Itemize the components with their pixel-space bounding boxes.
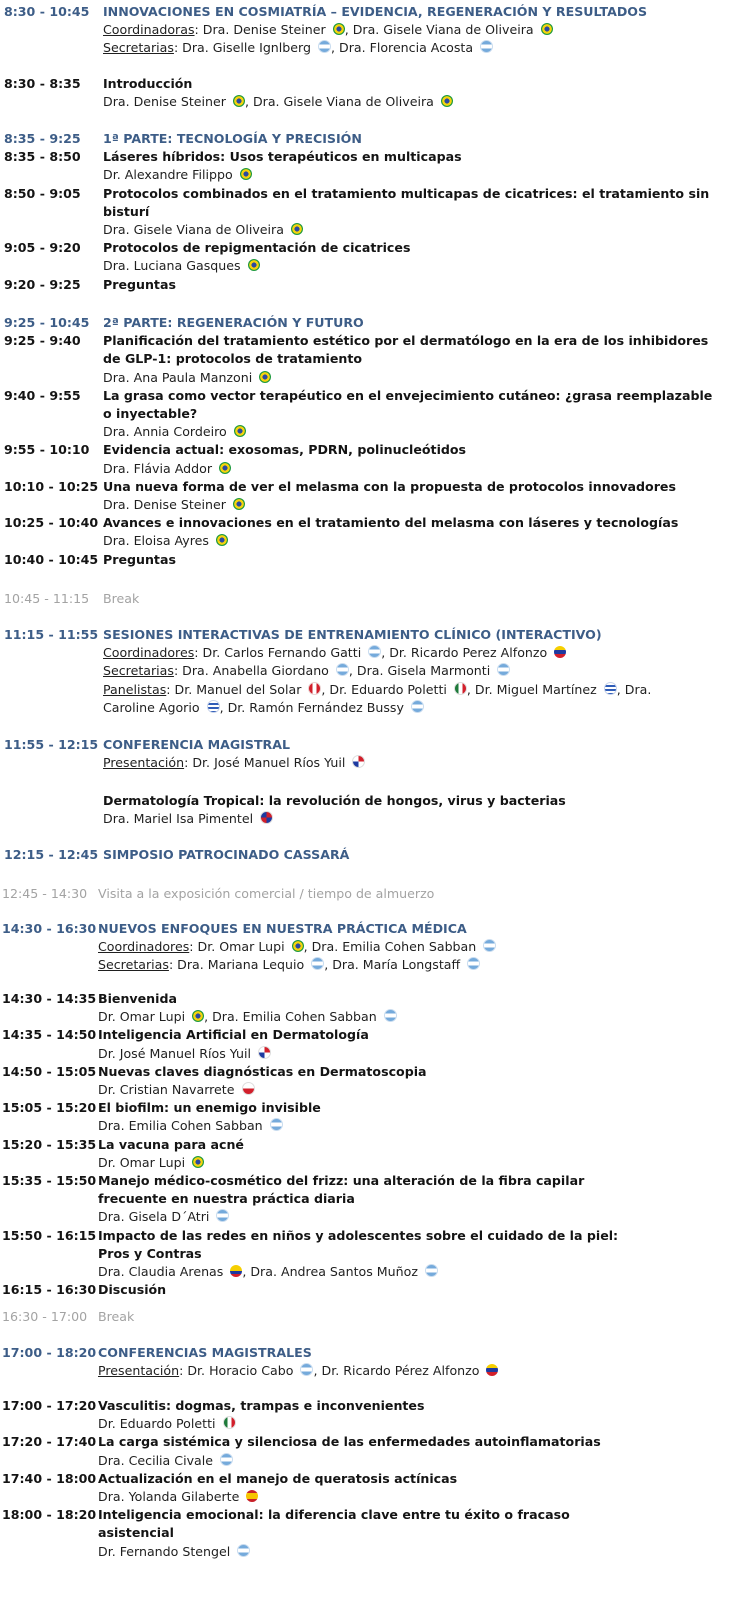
- speaker-line: [103, 166, 252, 184]
- text-segment: SIMPOSIO PATROCINADO CASSARÁ: [103, 847, 350, 862]
- role-label: Secretarias: [98, 957, 169, 972]
- text-segment: Manejo médico-cosmético del frizz: una alteración de la fibra capilar: [98, 1173, 585, 1188]
- flag-br-icon: [233, 498, 245, 510]
- talk-title: [103, 551, 176, 569]
- role-label: Secretarias: [103, 663, 174, 678]
- time-slot: 10:25 - 10:40: [4, 515, 99, 530]
- flag-br-icon: [234, 425, 246, 437]
- talk-title: [103, 332, 708, 350]
- speaker-line: [103, 221, 303, 239]
- text-segment: Pros y Contras: [98, 1246, 202, 1261]
- break-label: [98, 1308, 134, 1326]
- role-label: Coordinadores: [98, 939, 190, 954]
- text-segment: Vasculitis: dogmas, trampas e inconvenientes: [98, 1398, 425, 1413]
- flag-br-icon: [192, 1156, 204, 1168]
- flag-br-icon: [192, 1010, 204, 1022]
- time-slot: 15:50 - 16:15: [2, 1228, 97, 1243]
- speaker-line: [98, 1045, 271, 1063]
- talk-title: [103, 276, 176, 294]
- flag-br-icon: [233, 95, 245, 107]
- talk-title: [103, 75, 192, 93]
- text-segment: 2ª PARTE: REGENERACIÓN Y FUTURO: [103, 315, 364, 330]
- time-slot: 10:10 - 10:25: [4, 479, 99, 494]
- talk-title: [98, 990, 177, 1008]
- flag-ve-icon: [554, 646, 566, 658]
- time-slot: 12:45 - 14:30: [2, 886, 88, 901]
- text-segment: : Dr. Horacio Cabo: [179, 1363, 298, 1378]
- text-segment: Dra. Mariel Isa Pimentel: [103, 811, 258, 826]
- speaker-line: [103, 257, 260, 275]
- text-segment: CONFERENCIAS MAGISTRALES: [98, 1345, 312, 1360]
- flag-ar-icon: [411, 700, 424, 713]
- text-segment: Dra. Ana Paula Manzoni: [103, 370, 257, 385]
- flag-ve-icon: [486, 1364, 498, 1376]
- talk-title: [103, 350, 362, 368]
- speaker-line: [98, 1008, 397, 1026]
- text-segment: Dra. Denise Steiner: [103, 497, 230, 512]
- speaker-line: [103, 369, 271, 387]
- speaker-line: [103, 423, 246, 441]
- text-segment: Caroline Agorio: [103, 700, 204, 715]
- flag-ar-icon: [480, 40, 493, 53]
- text-segment: La grasa como vector terapéutico en el envejecimiento cutáneo: ¿grasa reemplazable: [103, 388, 713, 403]
- text-segment: Inteligencia Artificial en Dermatología: [98, 1027, 369, 1042]
- talk-title: [98, 1433, 601, 1451]
- flag-do-icon: [260, 811, 273, 824]
- session-title: [98, 1344, 312, 1362]
- text-segment: Impacto de las redes en niños y adolescentes sobre el cuidado de la piel:: [98, 1228, 619, 1243]
- time-slot: 8:35 - 8:50: [4, 149, 81, 164]
- speaker-line: [103, 39, 493, 57]
- role-label: Coordinadores: [103, 645, 195, 660]
- speaker-line: [98, 1208, 229, 1226]
- text-segment: Break: [98, 1309, 135, 1324]
- text-segment: La carga sistémica y silenciosa de las enfermedades autoinflamatorias: [98, 1434, 601, 1449]
- text-segment: Dr. Cristian Navarrete: [98, 1082, 239, 1097]
- text-segment: Dra. Yolanda Gilaberte: [98, 1489, 244, 1504]
- role-label: Presentación: [98, 1363, 180, 1378]
- flag-pe-icon: [308, 682, 321, 695]
- flag-uy-icon: [604, 682, 617, 695]
- time-slot: 14:30 - 16:30: [2, 921, 97, 936]
- time-slot: 15:05 - 15:20: [2, 1100, 97, 1115]
- text-segment: Nuevas claves diagnósticas en Dermatoscopia: [98, 1064, 427, 1079]
- speaker-line: [103, 496, 245, 514]
- speaker-line: [98, 1263, 438, 1281]
- time-slot: 8:30 - 8:35: [4, 76, 81, 91]
- speaker-line: [103, 21, 553, 39]
- time-slot: 18:00 - 18:20: [2, 1507, 97, 1522]
- speaker-line: [103, 644, 566, 662]
- text-segment: , Dr. Ramón Fernández Bussy: [219, 700, 408, 715]
- speaker-line: [98, 1488, 258, 1506]
- time-slot: 17:20 - 17:40: [2, 1434, 97, 1449]
- flag-br-icon: [219, 462, 231, 474]
- text-segment: Dra. Annia Cordeiro: [103, 424, 231, 439]
- text-segment: Dra. Flávia Addor: [103, 461, 216, 476]
- time-slot: 9:55 - 10:10: [4, 442, 90, 457]
- text-segment: Visita a la exposición comercial / tiempo de almuerzo: [98, 886, 435, 901]
- time-slot: 10:45 - 11:15: [4, 591, 90, 606]
- talk-title: [98, 1470, 457, 1488]
- break-label: [98, 885, 434, 903]
- talk-title: [98, 1397, 424, 1415]
- speaker-line: [98, 956, 480, 974]
- flag-ar-icon: [368, 645, 381, 658]
- speaker-line: [98, 938, 496, 956]
- talk-title: [103, 185, 709, 203]
- text-segment: Dra. Cecilia Civale: [98, 1453, 217, 1468]
- text-segment: Dra. Denise Steiner: [103, 94, 230, 109]
- text-segment: , Dr. Eduardo Poletti: [321, 682, 451, 697]
- flag-pa-icon: [258, 1046, 271, 1059]
- talk-title: [103, 203, 149, 221]
- text-segment: Dra. Eloisa Ayres: [103, 533, 213, 548]
- text-segment: , Dra. Gisele Viana de Oliveira: [244, 94, 438, 109]
- time-slot: 14:30 - 14:35: [2, 991, 97, 1006]
- role-label: Coordinadoras: [103, 22, 195, 37]
- text-segment: Una nueva forma de ver el melasma con la propuesta de protocolos innovadores: [103, 479, 676, 494]
- text-segment: asistencial: [98, 1525, 174, 1540]
- flag-ar-icon: [467, 957, 480, 970]
- speaker-line: [103, 460, 231, 478]
- text-segment: INNOVACIONES EN COSMIATRÍA – EVIDENCIA, REGENERACIÓN Y RESULTADOS: [103, 4, 648, 19]
- speaker-line: [103, 681, 651, 699]
- time-slot: 17:00 - 17:20: [2, 1398, 97, 1413]
- flag-br-icon: [291, 223, 303, 235]
- time-slot: 16:15 - 16:30: [2, 1282, 97, 1297]
- talk-title: [98, 1245, 202, 1263]
- speaker-line: [98, 1081, 255, 1099]
- text-segment: , Dra. Florencia Acosta: [330, 40, 478, 55]
- session-title: [98, 920, 467, 938]
- time-slot: 9:40 - 9:55: [4, 388, 81, 403]
- time-slot: 8:50 - 9:05: [4, 186, 81, 201]
- flag-br-icon: [248, 259, 260, 271]
- text-segment: SESIONES INTERACTIVAS DE ENTRENAMIENTO CLÍNICO (INTERACTIVO): [103, 627, 602, 642]
- break-label: [103, 590, 139, 608]
- flag-uy-icon: [207, 700, 220, 713]
- text-segment: , Dra. Gisela Marmonti: [348, 663, 495, 678]
- text-segment: frecuente en nuestra práctica diaria: [98, 1191, 355, 1206]
- flag-br-icon: [259, 371, 271, 383]
- time-slot: 9:05 - 9:20: [4, 240, 81, 255]
- flag-mx-icon: [223, 1416, 236, 1429]
- text-segment: Dra. Emilia Cohen Sabban: [98, 1118, 267, 1133]
- time-slot: 8:35 - 9:25: [4, 131, 81, 146]
- speaker-line: [103, 810, 273, 828]
- session-title: [103, 314, 364, 332]
- text-segment: Dr. Alexandre Filippo: [103, 167, 237, 182]
- text-segment: de GLP-1: protocolos de tratamiento: [103, 351, 363, 366]
- flag-ar-icon: [220, 1453, 233, 1466]
- flag-ar-icon: [270, 1118, 283, 1131]
- talk-title: [98, 1136, 244, 1154]
- talk-title: [103, 478, 676, 496]
- time-slot: 14:50 - 15:05: [2, 1064, 97, 1079]
- text-segment: Planificación del tratamiento estético por el dermatólogo en la era de los inhibidores: [103, 333, 709, 348]
- text-segment: , Dra.: [616, 682, 652, 697]
- text-segment: Láseres híbridos: Usos terapéuticos en multicapas: [103, 149, 462, 164]
- flag-ar-icon: [237, 1544, 250, 1557]
- flag-br-icon: [333, 23, 345, 35]
- text-segment: Protocolos de repigmentación de cicatrices: [103, 240, 411, 255]
- flag-ar-icon: [300, 1363, 313, 1376]
- text-segment: Dr. Fernando Stengel: [98, 1544, 235, 1559]
- flag-pa-icon: [352, 755, 365, 768]
- flag-br-icon: [240, 168, 252, 180]
- time-slot: 15:35 - 15:50: [2, 1173, 97, 1188]
- text-segment: , Dra. María Longstaff: [324, 957, 465, 972]
- talk-title: [103, 148, 462, 166]
- flag-br-icon: [292, 940, 304, 952]
- flag-ar-icon: [336, 663, 349, 676]
- speaker-line: [98, 1117, 283, 1135]
- time-slot: 16:30 - 17:00: [2, 1309, 88, 1324]
- text-segment: Break: [103, 591, 140, 606]
- talk-title: [98, 1063, 427, 1081]
- session-title: [103, 736, 290, 754]
- speaker-line: [98, 1415, 236, 1433]
- time-slot: 17:40 - 18:00: [2, 1471, 97, 1486]
- text-segment: : Dr. José Manuel Ríos Yuil: [184, 755, 350, 770]
- time-slot: 14:35 - 14:50: [2, 1027, 97, 1042]
- text-segment: 1ª PARTE: TECNOLOGÍA Y PRECISIÓN: [103, 131, 362, 146]
- speaker-line: [98, 1154, 204, 1172]
- text-segment: , Dr. Ricardo Perez Alfonzo: [381, 645, 552, 660]
- talk-title: [103, 441, 466, 459]
- talk-title: [98, 1172, 584, 1190]
- speaker-line: [98, 1452, 233, 1470]
- text-segment: , Dr. Miguel Martínez: [466, 682, 601, 697]
- flag-ar-icon: [216, 1209, 229, 1222]
- text-segment: , Dra. Andrea Santos Muñoz: [242, 1264, 422, 1279]
- text-segment: Protocolos combinados en el tratamiento multicapas de cicatrices: el tratamiento sin: [103, 186, 710, 201]
- text-segment: , Dra. Emilia Cohen Sabban: [303, 939, 481, 954]
- text-segment: Dra. Claudia Arenas: [98, 1264, 228, 1279]
- talk-title: [98, 1190, 355, 1208]
- flag-mx-icon: [454, 682, 467, 695]
- talk-title: [98, 1026, 369, 1044]
- text-segment: Discusión: [98, 1282, 167, 1297]
- talk-title: [98, 1506, 570, 1524]
- talk-title: [103, 387, 712, 405]
- text-segment: : Dr. Omar Lupi: [189, 939, 289, 954]
- text-segment: Avances e innovaciones en el tratamiento del melasma con láseres y tecnologías: [103, 515, 679, 530]
- time-slot: 17:00 - 18:20: [2, 1345, 97, 1360]
- text-segment: Actualización en el manejo de queratosis actínicas: [98, 1471, 458, 1486]
- text-segment: Dr. Omar Lupi: [98, 1155, 190, 1170]
- time-slot: 11:55 - 12:15: [4, 737, 99, 752]
- text-segment: Dr. Omar Lupi: [98, 1009, 190, 1024]
- text-segment: La vacuna para acné: [98, 1137, 244, 1152]
- time-slot: 9:25 - 9:40: [4, 333, 81, 348]
- speaker-line: [98, 1543, 250, 1561]
- time-slot: 9:25 - 10:45: [4, 315, 90, 330]
- time-slot: 10:40 - 10:45: [4, 552, 99, 567]
- time-slot: 11:15 - 11:55: [4, 627, 99, 642]
- session-title: [103, 3, 647, 21]
- flag-co-icon: [230, 1265, 242, 1277]
- role-label: Panelistas: [103, 682, 167, 697]
- flag-ar-icon: [318, 40, 331, 53]
- time-slot: 9:20 - 9:25: [4, 277, 81, 292]
- text-segment: NUEVOS ENFOQUES EN NUESTRA PRÁCTICA MÉDICA: [98, 921, 467, 936]
- speaker-line: [103, 93, 453, 111]
- flag-cl-icon: [242, 1082, 255, 1095]
- text-segment: Evidencia actual: exosomas, PDRN, polinucleótidos: [103, 442, 467, 457]
- text-segment: bisturí: [103, 204, 150, 219]
- time-slot: 12:15 - 12:45: [4, 847, 99, 862]
- time-slot: 15:20 - 15:35: [2, 1137, 97, 1152]
- talk-title: [98, 1099, 321, 1117]
- talk-title: [103, 405, 197, 423]
- flag-ar-icon: [483, 939, 496, 952]
- flag-ar-icon: [425, 1264, 438, 1277]
- text-segment: Preguntas: [103, 552, 176, 567]
- text-segment: Dr. José Manuel Ríos Yuil: [98, 1046, 256, 1061]
- text-segment: Inteligencia emocional: la diferencia clave entre tu éxito o fracaso: [98, 1507, 570, 1522]
- text-segment: El biofilm: un enemigo invisible: [98, 1100, 321, 1115]
- text-segment: Dr. Eduardo Poletti: [98, 1416, 220, 1431]
- session-title: [103, 846, 349, 864]
- flag-br-icon: [541, 23, 553, 35]
- flag-ar-icon: [311, 957, 324, 970]
- speaker-line: [103, 754, 365, 772]
- speaker-line: [98, 1362, 498, 1380]
- text-segment: Dermatología Tropical: la revolución de hongos, virus y bacterias: [103, 793, 566, 808]
- text-segment: Bienvenida: [98, 991, 177, 1006]
- flag-ar-icon: [384, 1009, 397, 1022]
- role-label: Secretarias: [103, 40, 174, 55]
- text-segment: : Dra. Anabella Giordano: [173, 663, 333, 678]
- text-segment: : Dra. Giselle Ignlberg: [173, 40, 315, 55]
- flag-ar-icon: [497, 663, 510, 676]
- talk-title: [103, 239, 410, 257]
- text-segment: Preguntas: [103, 277, 176, 292]
- text-segment: o inyectable?: [103, 406, 198, 421]
- talk-title: [98, 1227, 618, 1245]
- session-title: [103, 130, 362, 148]
- talk-title: [103, 514, 678, 532]
- talk-title: [103, 792, 566, 810]
- flag-es-icon: [246, 1490, 258, 1502]
- talk-title: [98, 1524, 174, 1542]
- session-title: [103, 626, 602, 644]
- text-segment: Dra. Luciana Gasques: [103, 258, 245, 273]
- talk-title: [98, 1281, 166, 1299]
- time-slot: 8:30 - 10:45: [4, 4, 90, 19]
- role-label: Presentación: [103, 755, 185, 770]
- flag-br-icon: [216, 534, 228, 546]
- text-segment: Dra. Gisele Viana de Oliveira: [103, 222, 288, 237]
- text-segment: Introducción: [103, 76, 193, 91]
- text-segment: , Dra. Gisele Viana de Oliveira: [344, 22, 538, 37]
- text-segment: : Dr. Carlos Fernando Gatti: [194, 645, 366, 660]
- speaker-line: [103, 532, 228, 550]
- speaker-line: [103, 662, 510, 680]
- text-segment: Dra. Gisela D´Atri: [98, 1209, 214, 1224]
- flag-br-icon: [441, 95, 453, 107]
- speaker-line: [103, 699, 424, 717]
- text-segment: CONFERENCIA MAGISTRAL: [103, 737, 291, 752]
- text-segment: , Dr. Ricardo Pérez Alfonzo: [313, 1363, 484, 1378]
- text-segment: , Dra. Emilia Cohen Sabban: [204, 1009, 381, 1024]
- text-segment: : Dra. Mariana Lequio: [168, 957, 309, 972]
- text-segment: : Dr. Manuel del Solar: [166, 682, 306, 697]
- text-segment: : Dra. Denise Steiner: [194, 22, 330, 37]
